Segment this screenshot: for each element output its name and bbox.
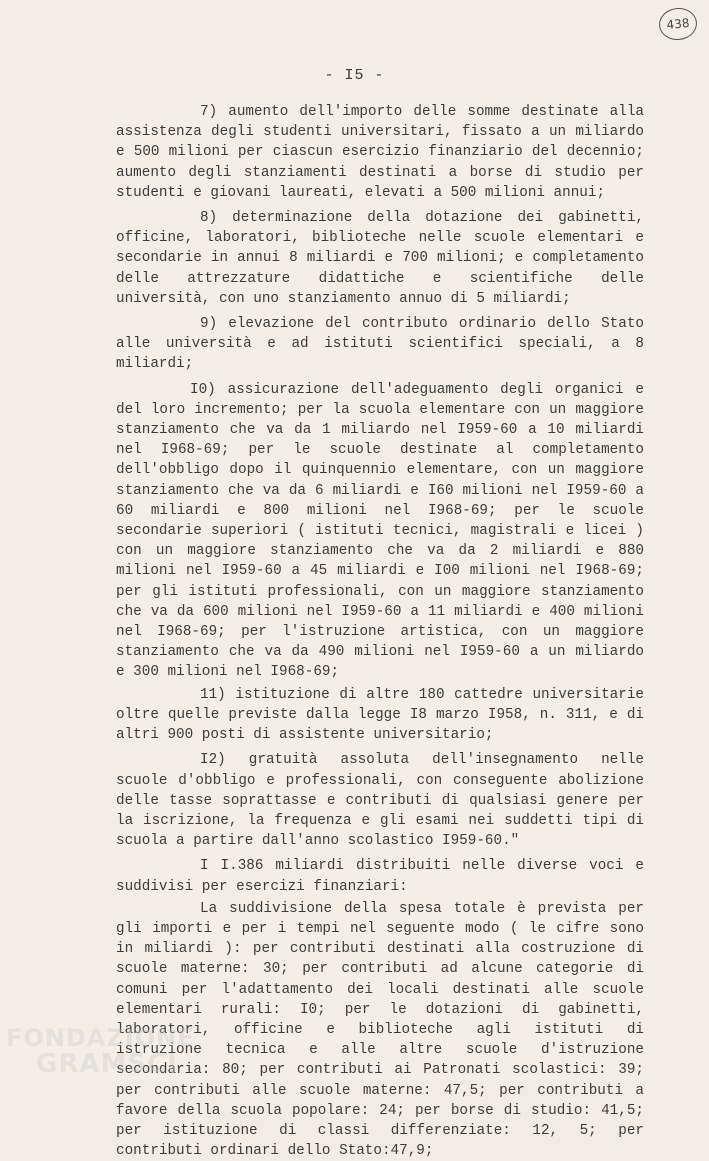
paragraph-item-12: I2) gratuità assoluta dell'insegnamento nelle scuole d'obbligo e professionali, con conseguente abolizione delle tasse soprattasse e contributi di qualsiasi genere per la iscrizione, la frequenza e gli esami nei suddetti tipi di scuola a partire dall'anno scolastico I959-60." [116, 752, 644, 850]
archive-watermark-logo [6, 1026, 195, 1078]
paragraph-item-8: 8) determinazione della dotazione dei gabinetti, officine, laboratori, biblioteche nelle scuole elementari e secondarie in annui 8 miliardi e 700 milioni; e completamento delle attrezzature didattiche e scientifiche delle università, con uno stanziamento annuo di 5 miliardi; [116, 210, 644, 307]
paragraph-item-7: 7) aumento dell'importo delle somme destinate alla assistenza degli studenti universitari, fissato a un miliardo e 500 milioni per ciascun esercizio finanziario del decennio; aumento degli stanziamenti destinati a borse di studio per studenti e giovani laureati, elevati a 500 milioni annui; [116, 104, 644, 201]
archive-stamp: 438 [657, 6, 698, 42]
paragraph-total-intro: I I.386 miliardi distribuiti nelle diverse voci e suddivisi per esercizi finanziari: [116, 858, 644, 895]
page-number: - I5 - [324, 67, 385, 84]
watermark-line-2: GRAMSCI [36, 1049, 178, 1080]
paragraph-spending-breakdown: La suddivisione della spesa totale è prevista per gli importi e per i tempi nel seguente modo ( le cifre sono in miliardi ): per contributi destinati alla costruzione di scuole materne: 30; per contributi ad alcune categorie di comuni per l'adattamento dei locali destinati alle scuole elementari rurali: I0; per le dotazioni di gabinetti, laboratori, officine e biblioteche agli istituti di istruzione tecnica e alle altre scuole d'istruzione secondaria: 80; per contributi ai Patronati scolastici: 39; per contributi alle scuole materne: 47,5; per contributi a favore della scuola popolare: 24; per borse di studio: 41,5; per istituzione di classi differenziate: 12, 5; per contributi ordinari dello Stato:47,9; [116, 900, 644, 1160]
document-body [116, 102, 644, 1161]
paragraph-item-11: 11) istituzione di altre 180 cattedre universitarie oltre quelle previste dalla legge I8 marzo I958, n. 311, e di altri 900 posti di assistente universitario; [116, 686, 644, 744]
paragraph-item-10: I0) assicurazione dell'adeguamento degli organici e del loro incremento; per la scuola elementare con un maggiore stanziamento che va da 1 miliardo nel I959-60 a 10 miliardi nel I968-69; per le scuole destinate al completamento dell'obbligo dopo il quinquennio elementare, con un maggiore stanziamento che va da 6 miliardi e I60 milioni nel I959-60 a 60 miliardi e 800 milioni nel I968-69; per le scuole secondarie superiori ( istituti tecnici, magistrali e licei ) con un maggiore stanziamento che va da 2 miliardi e 880 milioni nel I959-60 a 45 miliardi e I00 milioni nel I968-69; per gli istituti professionali, con un maggiore stanziamento che va da 600 milioni nel I959-60 a 11 miliardi e 400 milioni nel I968-69; per l'istruzione artistica, con un maggiore stanziamento che va da 490 milioni nel I959-60 a un miliardo e 300 milioni nel I968-69; [116, 381, 644, 681]
paragraph-item-9: 9) elevazione del contributo ordinario dello Stato alle università e ad istituti scientifici speciali, a 8 miliardi; [116, 316, 644, 373]
watermark-line-1: FONDAZIONE [6, 1024, 195, 1052]
